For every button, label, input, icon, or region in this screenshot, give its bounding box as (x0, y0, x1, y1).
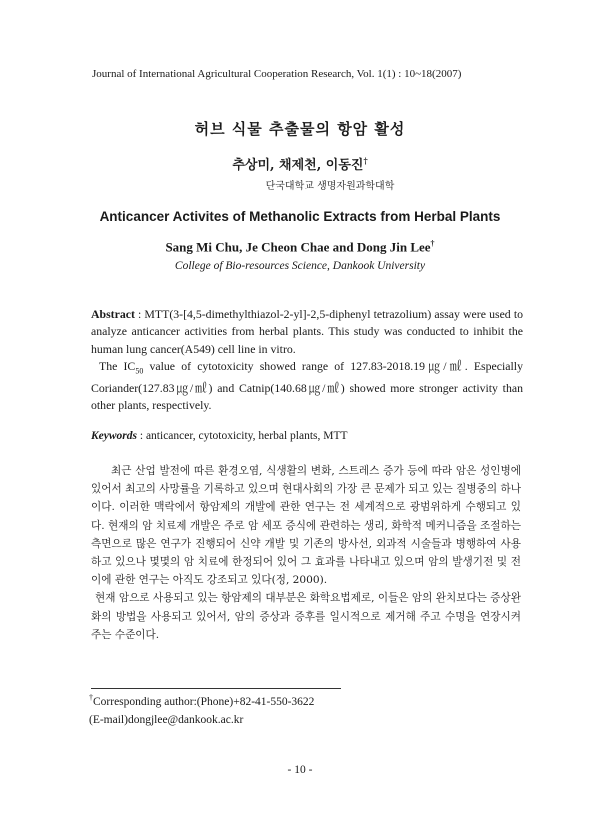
footnote-email: (E-mail)dongjlee@dankook.ac.kr (89, 714, 244, 726)
footnote-rule (91, 688, 341, 689)
keywords (91, 430, 348, 442)
english-title: Anticancer Activites of Methanolic Extracts from Herbal Plants (99, 209, 501, 224)
keywords-text: : anticancer, cytotoxicity, herbal plants, MTT (137, 430, 348, 442)
body-paragraph-2: 현재 암으로 사용되고 있는 항암제의 대부분은 화학요법제로, 이들은 암의 완치보다는 증상완화의 방법을 사용되고 있어서, 암의 증상과 증후를 일시적으로 제거해 주고 수명을 연장시켜 주는 수준이다. (91, 592, 521, 641)
korean-author-names: 추상미, 채제천, 이동진 (232, 158, 364, 173)
abstract-ic-prefix: The IC (99, 359, 136, 374)
korean-title: 허브 식물 추출물의 항암 활성 (194, 120, 406, 138)
page-number: - 10 - (287, 764, 313, 776)
korean-affiliation: 단국대학교 생명자원과학대학 (265, 181, 395, 192)
footnote-corresponding (89, 693, 314, 708)
abstract-paragraph-1 (91, 306, 523, 358)
footnote-dagger: † (89, 693, 93, 702)
abstract-paragraph-2 (91, 358, 523, 415)
abstract-text-1: : MTT(3-[4,5-dimethylthiazol-2-yl]-2,5-diphenyl tetrazolium) assay were used to analyze anticancer activities from herbal plants. This study was conducted to inhibit the human lung cancer(A549) cell line in vitro. (91, 307, 523, 356)
english-affiliation: College of Bio-resources Science, Dankook University (174, 260, 426, 272)
english-authors (0, 239, 600, 255)
body-paragraph-1: 최근 산업 발전에 따른 환경오염, 식생활의 변화, 스트레스 증가 등에 따라 암은 성인병에 있어서 최고의 사망률을 기록하고 있으며 현대사회의 가장 큰 문제가 되고 있는 질병중의 하나이다. 이러한 맥락에서 항암제의 개발에 관한 연구는 전 세계적으로 광범위하게 수행되고 있다. 현재의 암 치료제 개발은 주로 암 세포 증식에 관련하는 생리, 화학적 메커니즘을 조절하는 측면으로 많은 연구가 진행되어 신약 개발 및 기존의 방사선, 외과적 시술들과 병행하여 사용하고 있으나 몇몇의 암 치료에 한정되어 있어 그 효과를 나타내고 있으며 암의 발생기전 및 전이에 관한 연구는 아직도 강조되고 있다(정, 2000). (91, 465, 521, 587)
abstract-label: Abstract (91, 307, 135, 321)
dagger-mark-en: † (430, 239, 435, 248)
body-text (91, 462, 521, 644)
abstract-ic-subscript: 50 (135, 366, 144, 376)
english-author-names: Sang Mi Chu, Je Cheon Chae and Dong Jin Lee (165, 239, 431, 255)
journal-header: Journal of International Agricultural Cooperation Research, Vol. 1(1) : 10~18(2007) (92, 68, 462, 80)
footnote-line-1: Corresponding author:(Phone)+82-41-550-3622 (93, 695, 315, 708)
korean-authors (0, 154, 600, 173)
dagger-mark: † (363, 155, 368, 166)
keywords-label: Keywords (91, 430, 137, 442)
abstract (91, 306, 523, 415)
abstract-text-2: value of cytotoxicity showed range of 127.83-2018.19㎍/㎖. Especially Coriander(127.83㎍/㎖) and Catnip(140.68㎍/㎖) showed more stronger activity than other plants, respectively. (91, 359, 523, 413)
